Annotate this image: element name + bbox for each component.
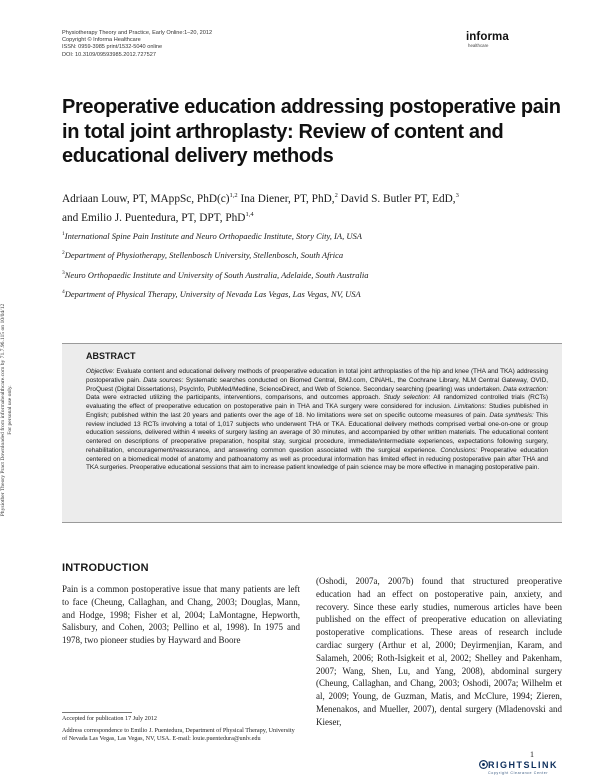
affiliation-text: Department of Physiotherapy, Stellenbosch University, Stellenbosch, South Africa bbox=[64, 250, 344, 261]
abstract-text: Evaluate content and educational delivery methods of preoperative education in total joint arthroplasties of the hip and knee (THA and TKA) addressing postoperative pain. bbox=[86, 368, 548, 384]
author-name: Emilio J. Puentedura, PT, DPT, PhD bbox=[81, 212, 246, 225]
abstract-box bbox=[62, 343, 562, 523]
body-text-left-column: Pain is a common postoperative issue that many patients are left to face (Cheung, Callaghan, and Chang, 2003; Douglas, Mann, and Hodge, 1998; Fisher et al, 2004; LaMontagne, Hepworth, Salisbury, and Cohen, 2003; Pellino et al, 1998). In 1975 and 1978, two pioneer studies by Hayward and Boore bbox=[62, 584, 300, 646]
abstract-label: Conclusions: bbox=[440, 446, 477, 454]
journal-line: ISSN: 0959-3985 print/1532-5040 online bbox=[62, 44, 163, 51]
abstract-text: This review included 13 RCTs involving a total of 1,017 subjects who underwent THA or TKA. Educational delivery methods comprised verbal one-on-one or group education sessions, delivered within 4 weeks of surgery lasting an average of 30 minutes, and accompanied by other written materials. The educational content centered on descriptions of preoperative preparation, hospital stay, surgical procedure, immediate/intermediate experiences, expectations following surgery, rehabilitation, encouragement/reassurance, and answering common question associated with the surgical experience. bbox=[86, 411, 549, 454]
body-text-right-column: (Oshodi, 2007a, 2007b) found that structured preoperative education had an effect on postoperative pain, anxiety, and recovery. Since these early studies, numerous articles have been published on the effect of preoperative education on alleviating postoperative complications. These areas of research include cardiac surgery (Arthur et al, 2000; Deyirmenjian, Karam, and Salameh, 2006; Roth-Isigkeit et al, 2002; Shelley and Pakenham, 2007; Wang, Shen, Lu, and Yang, 2008), abdominal surgery (Cheung, Callaghan, and Chang, 2003; Oshodi, 2007a; Wilhelm et al, 2009; Young, de Guzman, Matis, and McClure, 1994; Zieren, Menenakos, and Mueller, 2007), dental surgery (Mladenovski and Kieser, bbox=[316, 576, 562, 727]
author-affiliation-ref: 3 bbox=[455, 192, 459, 199]
affiliation-item bbox=[62, 265, 562, 284]
journal-line: DOI: 10.3109/09593985.2012.727527 bbox=[62, 51, 156, 58]
correspondence-note: Address correspondence to Emilio J. Puentedura, Department of Physical Therapy, University of Nevada Las Vegas, Las Vegas, NV, USA. E-mail: louie.puentedura@unlv.edu bbox=[62, 727, 295, 742]
author-conjunction: and bbox=[62, 212, 79, 225]
article-title: Preoperative education addressing postoperative pain in total joint arthroplasty: Review of content and educational delivery methods bbox=[62, 96, 561, 167]
publisher-tagline: healthcare bbox=[468, 43, 489, 48]
acceptance-note: Accepted for publication 17 July 2012 bbox=[62, 715, 158, 722]
section-heading: INTRODUCTION bbox=[62, 562, 149, 574]
journal-line: Copyright © Informa Healthcare bbox=[62, 37, 141, 44]
abstract-heading: ABSTRACT bbox=[86, 351, 136, 361]
affiliation-text: Neuro Orthopaedic Institute and University of South Australia, Adelaide, South Australia bbox=[64, 269, 369, 280]
publisher-logo bbox=[466, 31, 509, 49]
author-affiliation-ref: 2 bbox=[334, 192, 338, 199]
abstract-label: Data synthesis: bbox=[489, 411, 534, 419]
rightslink-icon bbox=[479, 760, 488, 771]
abstract-text: Studies published in English; published within the last 20 years and patients over the age of 18. No limitations were set on specific outcome measures of pain. bbox=[86, 403, 548, 419]
affiliation-list bbox=[62, 226, 562, 303]
affiliation-number: 3 bbox=[62, 269, 65, 276]
author-list bbox=[62, 188, 562, 227]
author-name: Adriaan Louw, PT, MAppSc, PhD(c) bbox=[62, 192, 230, 205]
journal-citation bbox=[62, 30, 212, 59]
download-watermark bbox=[0, 220, 22, 600]
personal-use-notice: For personal use only. bbox=[7, 385, 14, 435]
author-name: Ina Diener, PT, PhD, bbox=[240, 192, 335, 205]
rightslink-name: RIGHTSLINK bbox=[488, 760, 558, 770]
rightslink-tagline: Copyright Clearance Center bbox=[488, 771, 549, 775]
footnote-divider bbox=[62, 712, 132, 713]
affiliation-item bbox=[62, 245, 562, 264]
abstract-text: Systematic searches conducted on Biomed Central, BMJ.com, CINAHL, the Cochrane Library, NLM Central Gateway, OVID, ProQuest (Digital Dissertations), PsycInfo, PubMed/Medline, ScienceDirect, and Web of Science. Secondary searching (pearling) was undertaken. bbox=[86, 376, 548, 393]
affiliation-item bbox=[62, 284, 562, 303]
affiliation-text: Department of Physical Therapy, University of Nevada Las Vegas, Las Vegas, NV, USA bbox=[64, 288, 361, 299]
affiliation-number: 1 bbox=[62, 231, 65, 237]
author-affiliation-ref: 1,2 bbox=[229, 192, 238, 199]
abstract-label: Data extraction: bbox=[503, 385, 548, 393]
abstract-label: Limitations: bbox=[454, 403, 487, 410]
abstract-body bbox=[86, 368, 548, 473]
journal-line: Physiotherapy Theory and Practice, Early Online:1–20, 2012 bbox=[62, 30, 213, 36]
download-notice: Physiother Theory Pract Downloaded from informahealthcare.com by 71.7.96.115 on 10/04/12 bbox=[0, 303, 6, 517]
rightslink-badge[interactable] bbox=[479, 760, 558, 776]
author-affiliation-ref: 1,4 bbox=[245, 211, 254, 219]
page-number: 1 bbox=[530, 750, 534, 759]
affiliation-text: International Spine Pain Institute and Neuro Orthopaedic Institute, Story City, IA, USA bbox=[64, 230, 362, 241]
affiliation-item bbox=[62, 226, 562, 245]
author-name: David S. Butler PT, EdD, bbox=[340, 192, 456, 205]
abstract-text: Data were extracted utilizing the participants, interventions, comparisons, and outcomes approach. bbox=[86, 394, 381, 402]
affiliation-number: 4 bbox=[62, 288, 65, 295]
abstract-text: All randomized controlled trials (RCTs) evaluating the effect of preoperative education on postoperative pain in THA and TKA surgery were considered for inclusion. bbox=[86, 394, 548, 410]
abstract-text: Preoperative education centered on a biomedical model of anatomy and pathoanatomy as well as procedural information has limited effect in reducing postoperative pain after THA and TKA surgeries. Preoperative educational sessions that aim to increase patient knowledge of pain science may be more effective in managing postoperative pain. bbox=[86, 446, 548, 472]
abstract-label: Objective: bbox=[86, 368, 115, 375]
publisher-name: informa bbox=[466, 31, 509, 43]
abstract-label: Study selection: bbox=[383, 394, 431, 402]
affiliation-number: 2 bbox=[62, 250, 65, 257]
abstract-label: Data sources: bbox=[143, 376, 184, 384]
